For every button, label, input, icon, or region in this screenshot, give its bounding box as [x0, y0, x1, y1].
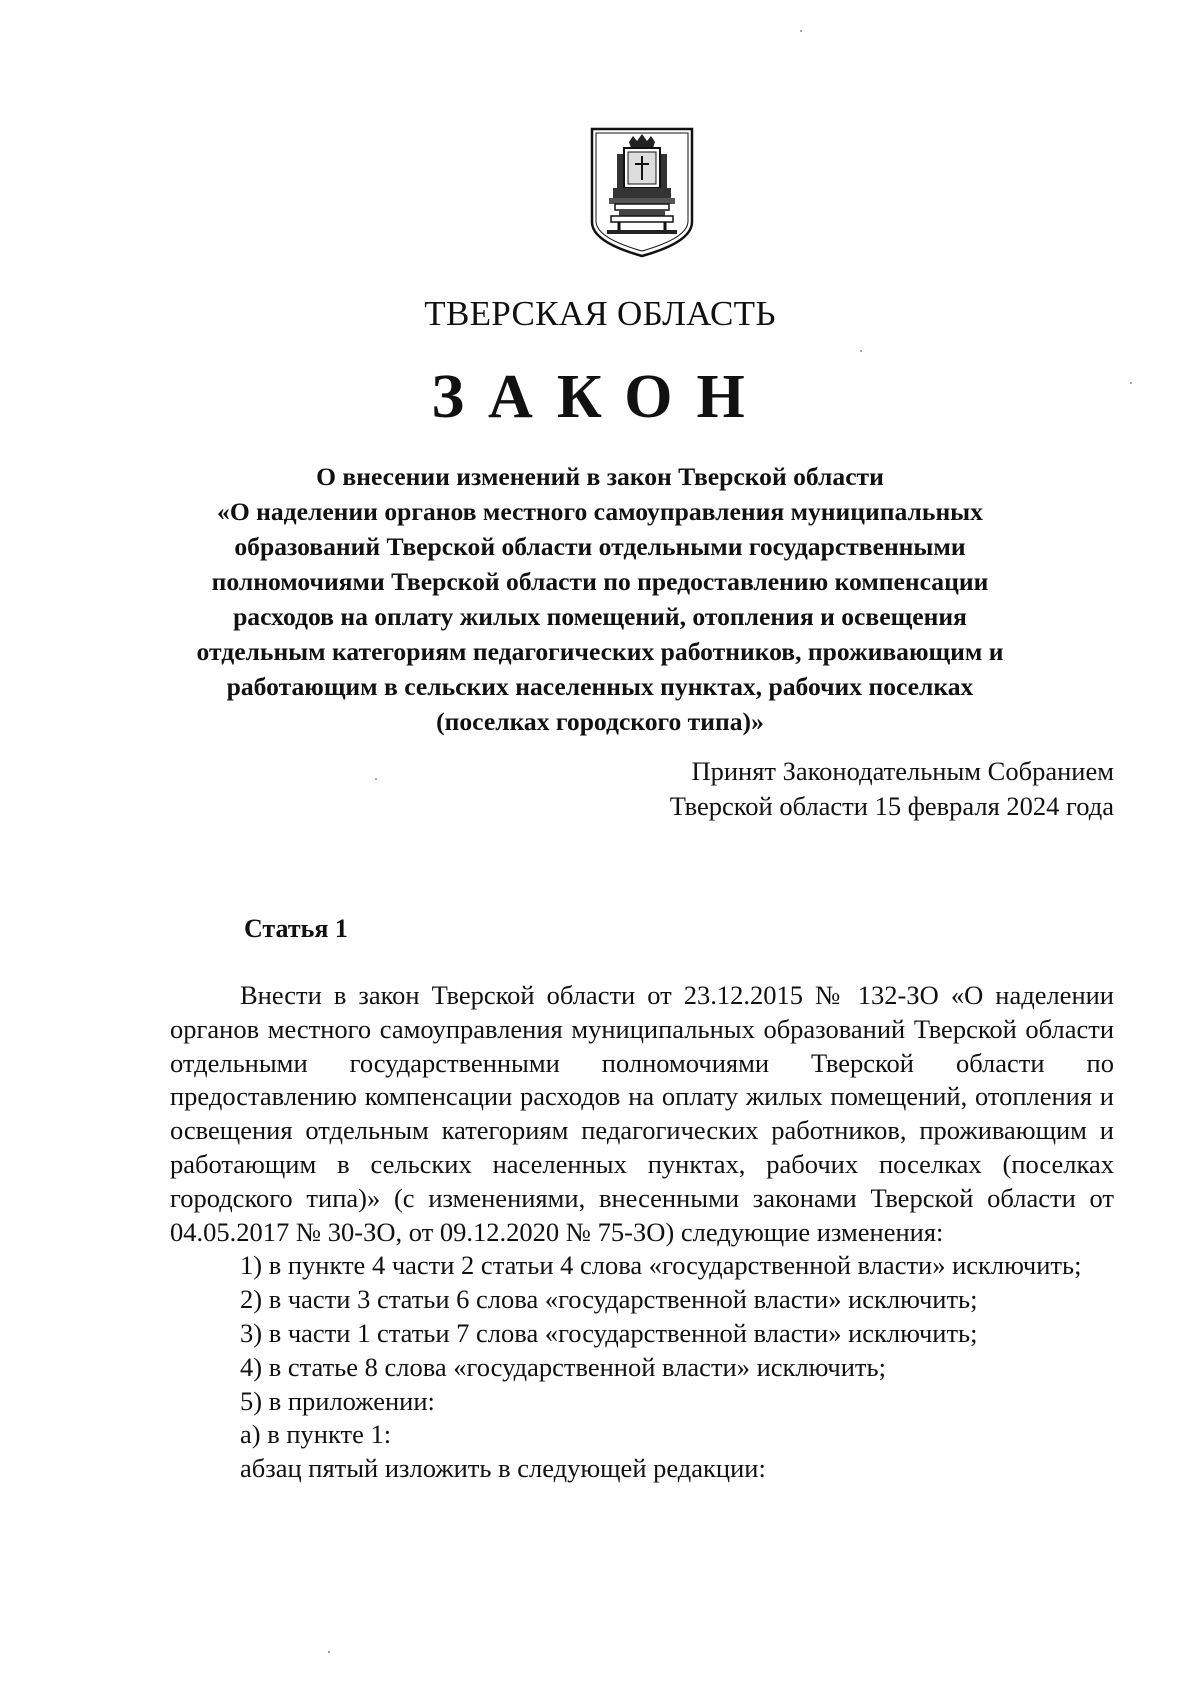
adoption-line: Принят Законодательным Собранием — [691, 756, 1114, 786]
law-title-line: полномочиями Тверской области по предоставлению компенсации — [211, 567, 989, 596]
scan-speck — [375, 778, 377, 780]
law-title-line: образований Тверской области отдельными государственными — [234, 532, 966, 561]
adoption-line: Тверской области 15 февраля 2024 года — [669, 791, 1114, 821]
adoption-note — [670, 754, 1114, 824]
scan-speck — [328, 1651, 330, 1653]
scan-speck — [800, 30, 802, 32]
scan-speck — [860, 350, 862, 352]
article-body — [170, 979, 1114, 1486]
law-title-line: работающим в сельских населенных пунктах, рабочих поселках — [226, 672, 974, 701]
document-type-heading: ЗАКОН — [431, 363, 769, 431]
law-title-line: (поселках городского типа)» — [436, 707, 764, 736]
amendment-item: 2) в части 3 статьи 6 слова «государственной власти» исключить; — [240, 1284, 978, 1315]
law-title — [120, 459, 1080, 739]
scan-speck — [1130, 382, 1132, 384]
law-title-line: расходов на оплату жилых помещений, отопления и освещения — [233, 602, 967, 631]
amendment-item: 3) в части 1 статьи 7 слова «государственной власти» исключить; — [240, 1317, 978, 1348]
law-title-line: «О наделении органов местного самоуправления муниципальных — [217, 497, 983, 526]
amendment-item: 4) в статье 8 слова «государственной власти» исключить; — [240, 1351, 886, 1382]
article-heading: Статья 1 — [244, 914, 348, 943]
amendment-subitem: а) в пункте 1: — [240, 1419, 392, 1450]
law-title-line: отдельным категориям педагогических работников, проживающим и — [196, 637, 1004, 666]
amendment-item: 5) в приложении: — [240, 1385, 435, 1416]
region-name: ТВЕРСКАЯ ОБЛАСТЬ — [424, 294, 776, 333]
article-paragraph: Внести в закон Тверской области от 23.12.2015 № 132-ЗО «О наделении органов местного самоуправления муниципальных образований Тверской области отдельными государственными полномочиями Тверской области по предоставлению компенсации расходов на оплату жилых помещений, отопления и освещения отдельным категориям педагогических работников, проживающим и работающим в сельских населенных пунктах, рабочих поселках (поселках городского типа)» (с изменениями, внесенными законами Тверской области от 04.05.2017 № 30-ЗО, от 09.12.2020 № 75-ЗО) следующие изменения: — [170, 980, 1114, 1247]
amendment-subitem: абзац пятый изложить в следующей редакции: — [240, 1453, 766, 1484]
law-title-line: О внесении изменений в закон Тверской области — [316, 462, 884, 491]
tver-coat-of-arms-icon — [589, 126, 695, 260]
amendment-item: 1) в пункте 4 части 2 статьи 4 слова «государственной власти» исключить; — [240, 1250, 1082, 1281]
